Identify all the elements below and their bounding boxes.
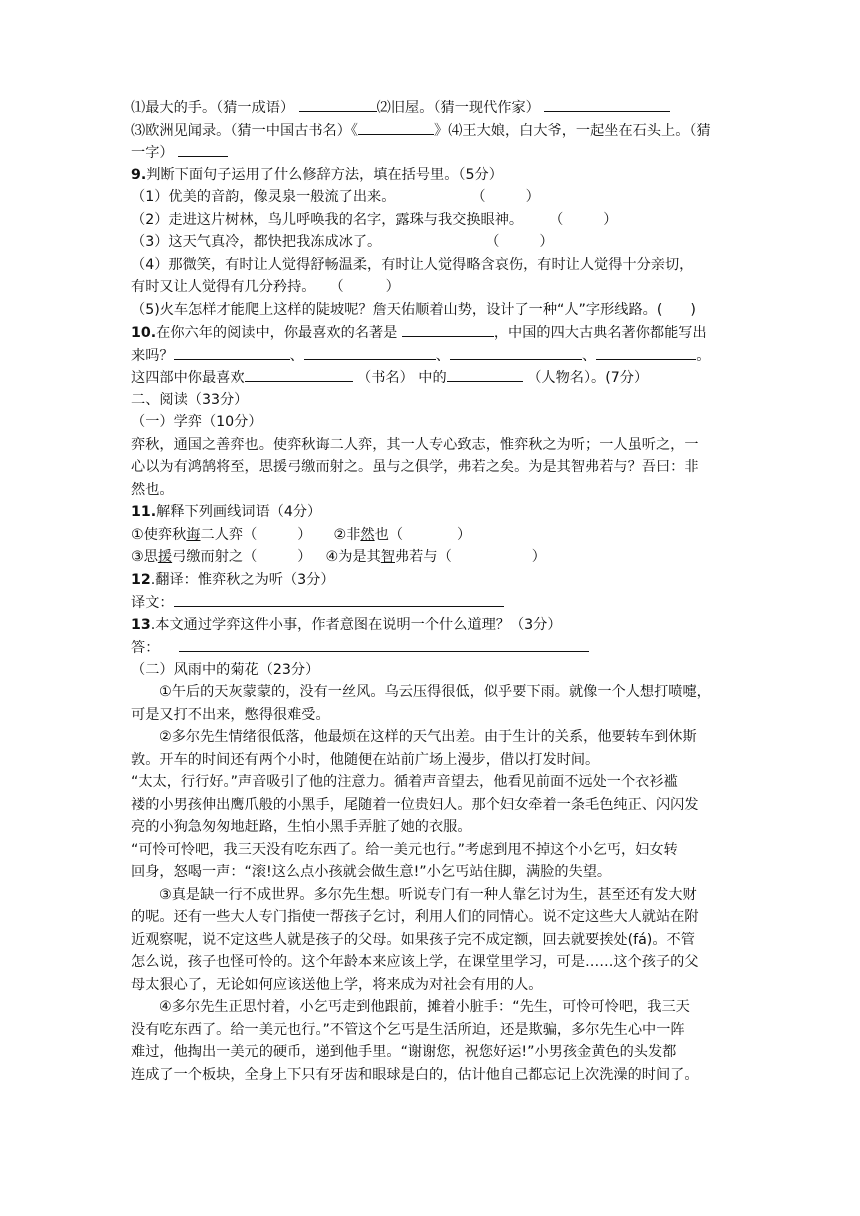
q10-line-3 [131,366,737,389]
paren-close: ） [457,526,472,543]
question-text: 这四部中你最喜欢 [131,370,245,386]
passage-line: ③真是缺一行不成世界。多尔先生想。听说专门有一种人靠乞讨为生，甚至还有发大财 [159,886,697,903]
paren-close: ） [603,211,618,228]
riddle-line-2 [131,119,737,142]
passage-line: “可怜可怜吧，我三天没有吃东西了。给一美元也行。”考虑到甩不掉这个小乞丐，妇女转 [131,841,678,858]
item-text: 二人弈 [200,526,244,543]
underlined-word: 然 [360,526,375,543]
passage-line: 的呢。还有一些大人专门指使一帮孩子乞讨，利用人们的同情心。说不定这些大人就站在附 [131,909,699,925]
answer-blank[interactable] [402,321,494,337]
question-text: .本文通过学弈这件小事，作者意图在说明一个什么道理？（3分） [150,616,562,633]
sentence-text: （4）那微笑，有时让人觉得舒畅温柔，有时让人觉得略含哀伤，有时让人觉得十分亲切， [131,256,694,273]
answer-blank[interactable] [174,591,504,607]
document-page [131,96,737,1086]
answer-blank[interactable] [544,96,670,112]
riddle-3-end: 》 [434,122,449,139]
underlined-word: 援 [157,549,173,565]
passage-line: 然也。 [131,481,174,498]
q13-answer [131,636,737,659]
question-text: 来吗？ [131,347,174,364]
answer-blank[interactable] [358,119,434,135]
question-number: 13 [131,616,151,633]
answer-blank[interactable] [450,344,582,360]
separator: 、 [435,347,450,364]
passage-line: 回身，怒喝一声：“滚!这么点小孩就会做生意!”小乞丐站住脚，满脸的失望。 [131,864,612,880]
question-text: （人物名）。(7分） [527,370,649,386]
question-13 [131,614,737,637]
question-12 [131,569,737,592]
passage-line: 可是又打不出来，憋得很难受。 [131,706,330,723]
passage-line: 弈秋，通国之善弈也。使弈秋诲二人弈，其一人专心致志，惟弈秋之为听；一人虽听之，一 [131,436,699,453]
period: 。 [696,347,711,364]
answer-label: 答： [131,640,160,656]
passage-line: 连成了一个板块，全身上下只有牙齿和眼球是白的，估计他自己都忘记上次洗澡的时间了。 [131,1066,699,1083]
question-10 [131,321,737,344]
q9-sentence-1 [131,186,737,209]
paren-close: ） [297,526,312,543]
riddle-4-cont: 一字） [131,145,174,161]
passage-line: ④多尔先生正思忖着，小乞丐走到他跟前，摊着小脏手：“先生，可怜可怜吧，我三天 [159,999,690,1015]
sentence-text: （3）这天气真冷，都快把我冻成冰了。 [131,234,382,250]
question-text: 判断下面句子运用了什么修辞方法，填在括号里。（5分） [146,166,503,183]
paren-close: ） [385,279,400,295]
answer-blank[interactable] [179,636,589,652]
item-text: 也 [374,526,389,543]
q10-line-2 [131,344,737,367]
question-text: 在你六年的阅读中，你最喜欢的名著是 [156,325,398,341]
paren-close: ） [297,549,312,565]
q9-sentence-4a [131,254,737,277]
q9-sentence-5 [131,299,737,322]
question-text: （书名） 中的 [357,370,447,386]
paren-open: （ [243,526,258,543]
q9-sentence-2 [131,209,737,232]
item-text: ②非 [333,526,361,543]
item-text: 弗若与 [394,549,438,565]
sentence-text: 有时又让人觉得有几分矜持。 [131,279,316,295]
paren-close: ） [525,189,540,205]
underlined-word: 诲 [186,526,201,543]
question-text: 解释下列画线词语（4分） [156,504,322,520]
passage-line: 难过，他掏出一美元的硬币，递到他手里。“谢谢您，祝您好运!”小男孩金黄色的头发都 [131,1044,677,1060]
riddle-2: ⑵旧屋。（猜一现代作家） [376,100,540,116]
answer-blank[interactable] [447,366,523,382]
separator: 、 [581,347,597,364]
question-text: ，中国的四大古典名著你都能写出 [493,325,707,341]
subsection-heading: （一）学弈（10分） [131,414,263,430]
paren-open: （ [243,549,258,565]
q12-answer [131,591,737,614]
paren-open: （ [329,279,344,295]
answer-label: 译文： [131,595,174,611]
riddle-line-3 [131,141,737,164]
answer-blank[interactable] [174,344,290,360]
passage-line: 母太狠心了，无论如何应该送他上学，将来成为对社会有用的人。 [131,976,543,993]
riddle-1: ⑴最大的手。（猜一成语） [131,100,295,116]
section-heading: 二、阅读（33分） [131,391,249,408]
answer-blank[interactable] [245,366,353,382]
item-text: 弓缴而射之 [172,549,244,565]
answer-blank[interactable] [299,96,377,112]
riddle-3: ⑶欧洲见闻录。（猜一中国古书名）《 [131,122,358,139]
item-text: ①使弈秋 [131,526,187,543]
paren-close: ） [531,549,546,565]
passage-line: 怎么说，孩子也怪可怜的。这个年龄本来应该上学，在课堂里学习，可是……这个孩子的父 [131,954,699,970]
passage-line: 没有吃东西了。给一美元也行。”不管这个乞丐是生活所迫，还是欺骗，多尔先生心中一阵 [131,1021,685,1038]
answer-blank[interactable] [178,141,228,157]
q11-row-2 [131,546,737,569]
subsection-heading: （二）风雨中的菊花（23分） [131,661,320,678]
passage-line: ①午后的天灰蒙蒙的，没有一丝风。乌云压得很低，似乎要下雨。就像一个人想打喷嚏， [159,684,711,700]
answer-blank[interactable] [596,344,696,360]
question-number: 9. [131,166,147,183]
paren-open: （ [437,549,452,565]
passage-line: ②多尔先生情绪很低落，他最烦在这样的天气出差。由于生计的关系，他要转车到休斯 [159,729,697,745]
item-text: ④为是其 [325,549,381,565]
sentence-text: （1）优美的音韵，像灵泉一般流了出来。 [131,189,396,205]
question-9 [131,164,737,187]
question-number: 11. [131,504,157,520]
riddle-line-1 [131,96,737,119]
sentence-text: （5)火车怎样才能爬上这样的陡坡呢？詹天佑顺着山势，设计了一种“人”字形线路。( [131,301,663,318]
sentence-text: （2）走进这片树林，鸟儿呼唤我的名字，露珠与我交换眼神。 [131,211,524,228]
passage-line: 敦。开车的时间还有两个小时，他随便在站前广场上漫步，借以打发时间。 [131,751,600,768]
separator: 、 [289,347,304,364]
question-text: .翻译：惟弈秋之为听（3分） [150,571,335,588]
question-number: 10. [131,325,157,341]
paren-close: ） [539,234,554,250]
passage-line: 亮的小狗急匆匆地赶路，生怕小黑手弄脏了她的衣服。 [131,819,472,835]
paren-open: （ [388,526,404,543]
paren-open: （ [471,189,486,205]
question-number: 12 [131,571,151,588]
q9-sentence-4b [131,276,737,299]
passage-line: 褛的小男孩伸出鹰爪般的小黑手，尾随着一位贵妇人。那个妇女牵着一条毛色纯正、闪闪发 [131,796,699,813]
riddle-4: ⑷王大娘，白大爷，一起坐在石头上。（猜 [448,122,711,139]
passage-line: 近观察呢，说不定这些人就是孩子的父母。如果孩子完不成定额，回去就要挨处(fá)。不管 [131,931,695,948]
answer-blank[interactable] [304,344,436,360]
paren-close: ) [690,301,696,318]
underlined-word: 智 [380,549,395,565]
passage-line: 心以为有鸿鹄将至，思援弓缴而射之。虽与之俱学，弗若之矣。为是其智弗若与？吾曰：非 [131,459,699,475]
question-11 [131,501,737,524]
passage-line: “太太，行行好。”声音吸引了他的注意力。循着声音望去，他看见前面不远处一个衣衫褴 [131,774,678,790]
item-text: ③思 [131,549,158,565]
q9-sentence-3 [131,231,737,254]
paren-open: （ [549,211,564,228]
paren-open: （ [485,234,500,250]
q11-row-1 [131,524,737,547]
